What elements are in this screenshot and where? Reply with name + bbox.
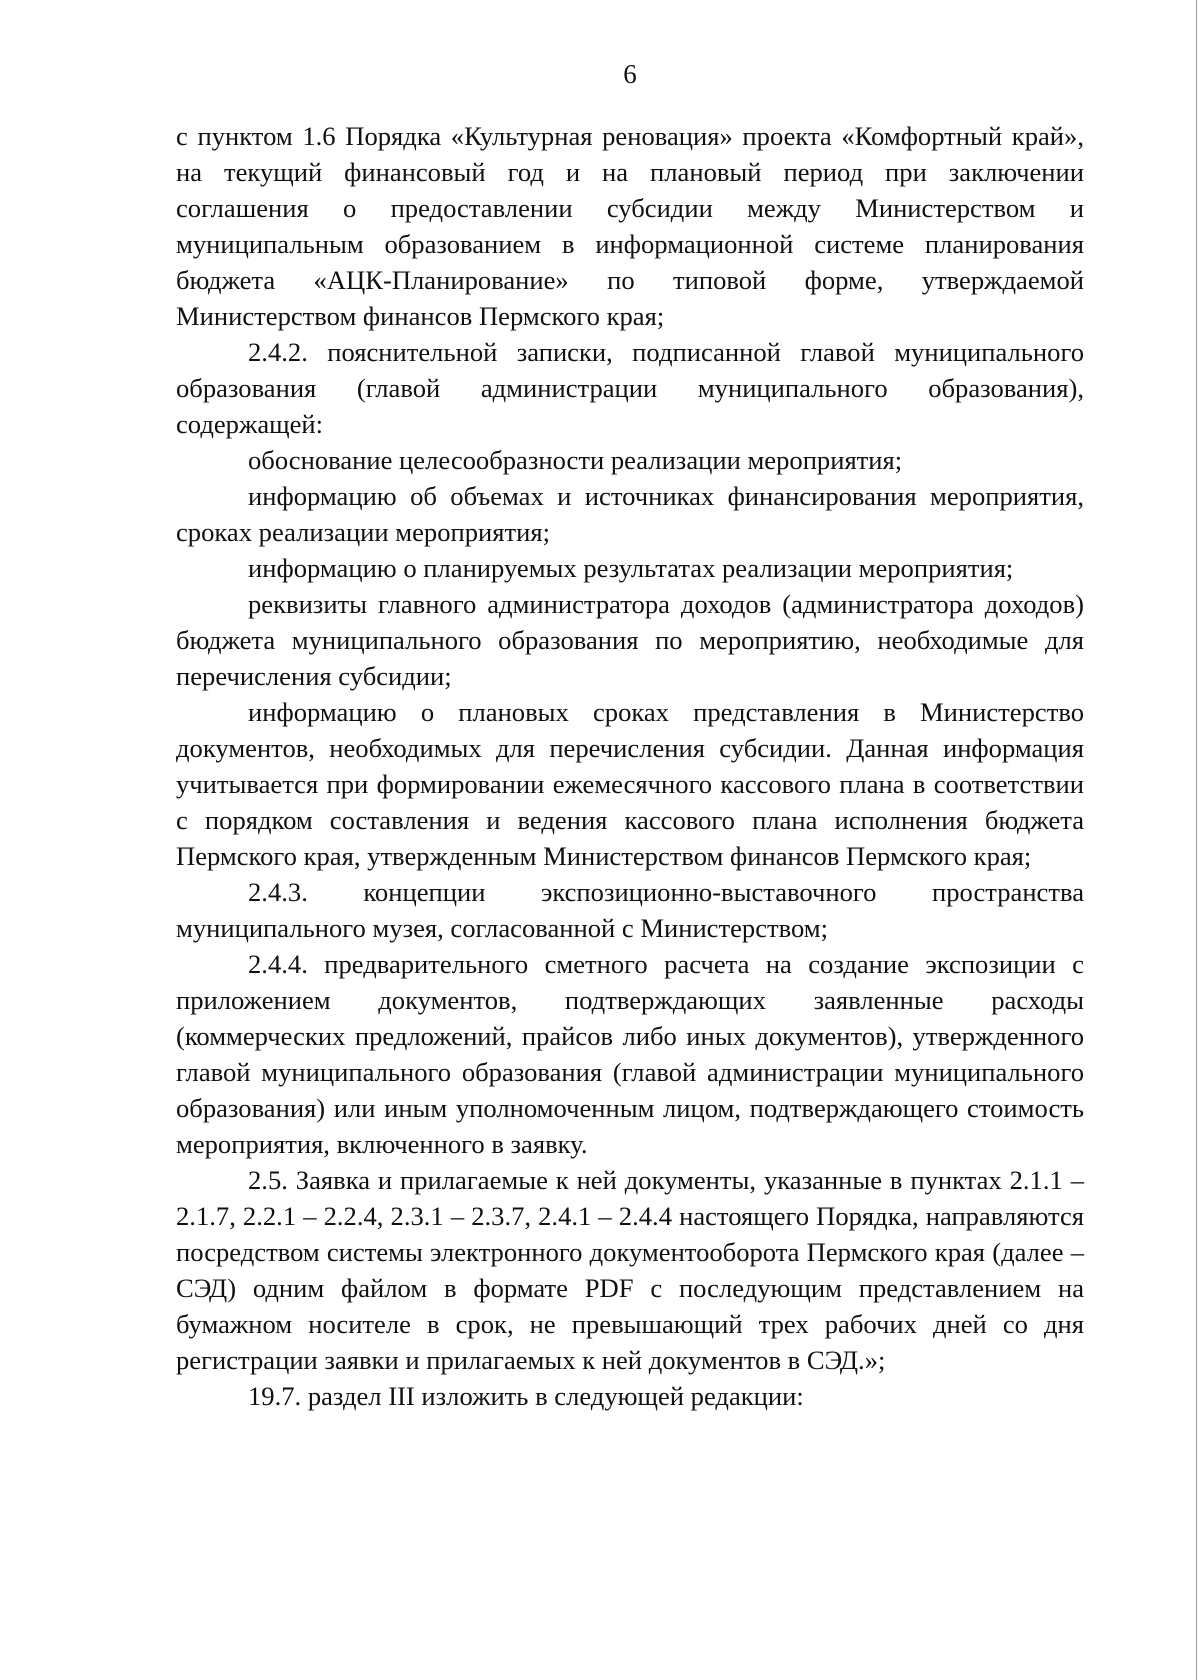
page-number: 6 bbox=[623, 59, 637, 89]
document-body bbox=[176, 118, 1084, 1414]
paragraph-2-4-2: 2.4.2. пояснительной записки, подписанной главой муниципального образования (главой администрации муниципального образования), содержащей: bbox=[176, 337, 1084, 439]
paragraph-requisites: реквизиты главного администратора доходов (администратора доходов) бюджета муниципального образования по мероприятию, необходимые для перечисления субсидии; bbox=[176, 589, 1084, 691]
paragraph-2-4-3: 2.4.3. концепции экспозиционно-выставочного пространства муниципального музея, согласованной с Министерством; bbox=[176, 877, 1084, 943]
paragraph-planned-results: информацию о планируемых результатах реализации мероприятия; bbox=[248, 553, 1014, 583]
paragraph-2-5: 2.5. Заявка и прилагаемые к ней документы, указанные в пунктах 2.1.1 – 2.1.7, 2.2.1 – 2.2.4, 2.3.1 – 2.3.7, 2.4.1 – 2.4.4 настоящего Порядка, направляются посредством системы электронного документооборота Пермского края (далее – СЭД) одним файлом в формате PDF с последующим представлением на бумажном носителе в срок, не превышающий трех рабочих дней со дня регистрации заявки и прилагаемых к ней документов в СЭД.»; bbox=[176, 1165, 1084, 1375]
paragraph-19-7: 19.7. раздел III изложить в следующей редакции: bbox=[248, 1381, 804, 1411]
page-edge-line bbox=[1196, 0, 1197, 1680]
paragraph-2-4-4: 2.4.4. предварительного сметного расчета на создание экспозиции с приложением документов, подтверждающих заявленные расходы (коммерческих предложений, прайсов либо иных документов), утвержденного главой муниципального образования (главой администрации муниципального образования) или иным уполномоченным лицом, подтверждающего стоимость мероприятия, включенного в заявку. bbox=[176, 949, 1084, 1159]
paragraph-continuation: с пунктом 1.6 Порядка «Культурная реновация» проекта «Комфортный край», на текущий финансовый год и на плановый период при заключении соглашения о предоставлении субсидии между Министерством и муниципальным образованием в информационной системе планирования бюджета «АЦК-Планирование» по типовой форме, утверждаемой Министерством финансов Пермского края; bbox=[176, 121, 1084, 331]
paragraph-funding-info: информацию об объемах и источниках финансирования мероприятия, сроках реализации мероприятия; bbox=[176, 481, 1084, 547]
paragraph-planned-terms: информацию о плановых сроках представления в Министерство документов, необходимых для перечисления субсидии. Данная информация учитывается при формировании ежемесячного кассового плана в соответствии с порядком составления и ведения кассового плана исполнения бюджета Пермского края, утвержденным Министерством финансов Пермского края; bbox=[176, 697, 1084, 871]
paragraph-justification: обоснование целесообразности реализации мероприятия; bbox=[248, 445, 903, 475]
